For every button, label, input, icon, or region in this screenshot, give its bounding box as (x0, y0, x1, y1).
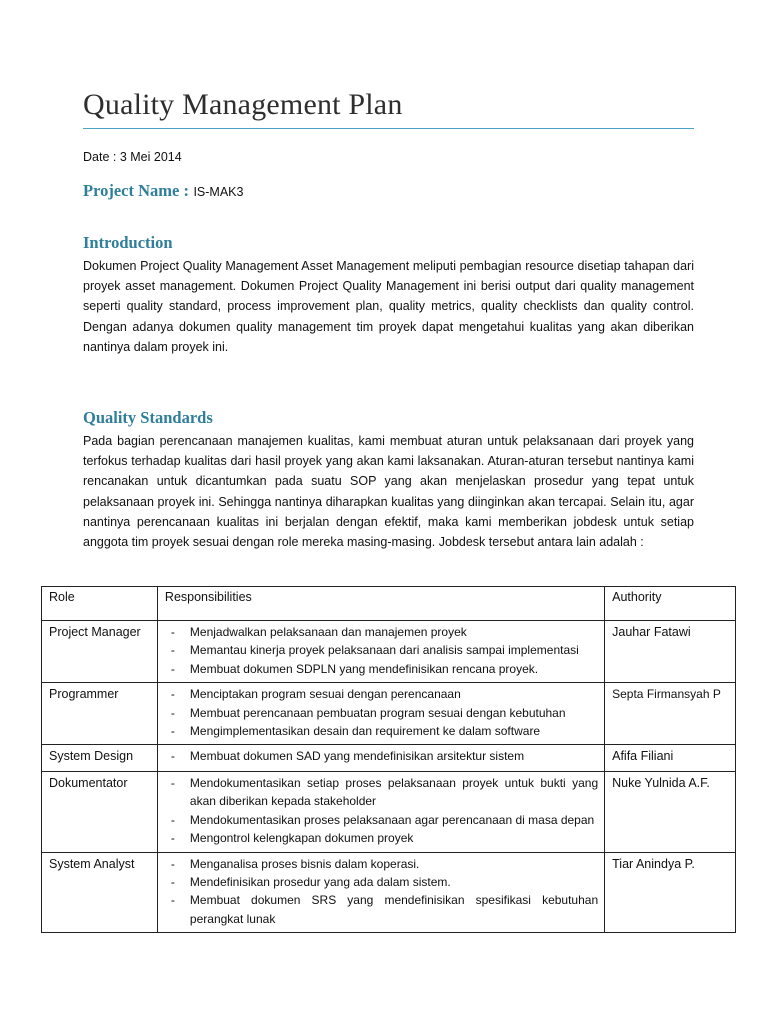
responsibility-item: - Menciptakan program sesuai dengan perencanaan (165, 685, 598, 703)
quality-standards-heading: Quality Standards (83, 408, 213, 427)
project-name-label: Project Name : (83, 181, 189, 200)
table-row (42, 745, 736, 772)
title-underline (83, 128, 694, 129)
table-row (42, 621, 736, 683)
project-name-line (83, 181, 243, 201)
quality-standards-paragraph: Pada bagian perencanaan manajemen kualitas, kami membuat aturan untuk pelaksanaan dari proyek yang terfokus terhadap kualitas dari hasil proyek yang akan kami laksanakan. Aturan-aturan tersebut nantinya kami rencanakan untuk dicantumkan pada suatu SOP yang akan menjelaskan prosedur yang tepat untuk pelaksanaan proyek ini. Sehingga nantinya diharapkan kualitas yang diinginkan akan tercapai. Selain itu, agar nantinya perencanaan kualitas ini berjalan dengan efektif, maka kami memberikan jobdesk untuk setiap anggota tim proyek sesuai dengan role mereka masing-masing. Jobdesk tersebut antara lain adalah : (83, 434, 694, 550)
responsibility-item: - Membuat dokumen SRS yang mendefinisikan spesifikasi kebutuhan perangkat lunak (165, 891, 598, 928)
role-cell: System Design (42, 745, 158, 772)
header-responsibilities: Responsibilities (157, 587, 604, 621)
responsibilities-cell (157, 745, 604, 772)
authority-cell: Jauhar Fatawi (605, 621, 736, 683)
responsibilities-cell (157, 852, 604, 933)
header-role: Role (42, 587, 158, 621)
responsibilities-cell (157, 621, 604, 683)
role-cell: Dokumentator (42, 771, 158, 852)
table-row (42, 683, 736, 745)
project-name-value: IS-MAK3 (193, 185, 244, 199)
authority-cell: Tiar Anindya P. (605, 852, 736, 933)
responsibility-item: - Membuat perencanaan pembuatan program sesuai dengan kebutuhan (165, 704, 598, 722)
responsibility-item: - Menjadwalkan pelaksanaan dan manajemen proyek (165, 623, 598, 641)
authority-cell: Afifa Filiani (605, 745, 736, 772)
responsibility-item: - Menganalisa proses bisnis dalam koperasi. (165, 855, 598, 873)
authority-cell: Septa Firmansyah P (605, 683, 736, 745)
responsibilities-cell (157, 771, 604, 852)
authority-cell: Nuke Yulnida A.F. (605, 771, 736, 852)
responsibility-item: - Membuat dokumen SAD yang mendefinisikan arsitektur sistem (165, 747, 598, 765)
document-date: Date : 3 Mei 2014 (83, 150, 182, 164)
document-title: Quality Management Plan (83, 88, 403, 121)
role-cell: Project Manager (42, 621, 158, 683)
responsibility-item: - Mengontrol kelengkapan dokumen proyek (165, 829, 598, 847)
table-header-row (42, 587, 736, 621)
role-cell: Programmer (42, 683, 158, 745)
responsibility-item: - Mengimplementasikan desain dan requirement ke dalam software (165, 722, 598, 740)
responsibility-item: - Mendokumentasikan setiap proses pelaksanaan proyek untuk bukti yang akan diberikan kepada stakeholder (165, 774, 598, 811)
responsibility-item: - Mendokumentasikan proses pelaksanaan agar perencanaan di masa depan (165, 811, 598, 829)
introduction-heading: Introduction (83, 233, 173, 252)
role-cell: System Analyst (42, 852, 158, 933)
table-row (42, 852, 736, 933)
jobdesk-table (41, 586, 736, 933)
responsibility-item: - Memantau kinerja proyek pelaksanaan dari analisis sampai implementasi (165, 641, 598, 659)
header-authority: Authority (605, 587, 736, 621)
responsibility-item: - Membuat dokumen SDPLN yang mendefinisikan rencana proyek. (165, 660, 598, 678)
table-row (42, 771, 736, 852)
introduction-paragraph: Dokumen Project Quality Management Asset Management meliputi pembagian resource disetiap tahapan dari proyek asset management. Dokumen Project Quality Management ini berisi output dari quality management seperti quality standard, process improvement plan, quality metrics, quality checklists dan quality control. Dengan adanya dokumen quality management tim proyek dapat mengetahui kualitas yang akan diberikan nantinya dalam proyek ini. (83, 259, 694, 354)
responsibility-item: - Mendefinisikan prosedur yang ada dalam sistem. (165, 873, 598, 891)
responsibilities-cell (157, 683, 604, 745)
